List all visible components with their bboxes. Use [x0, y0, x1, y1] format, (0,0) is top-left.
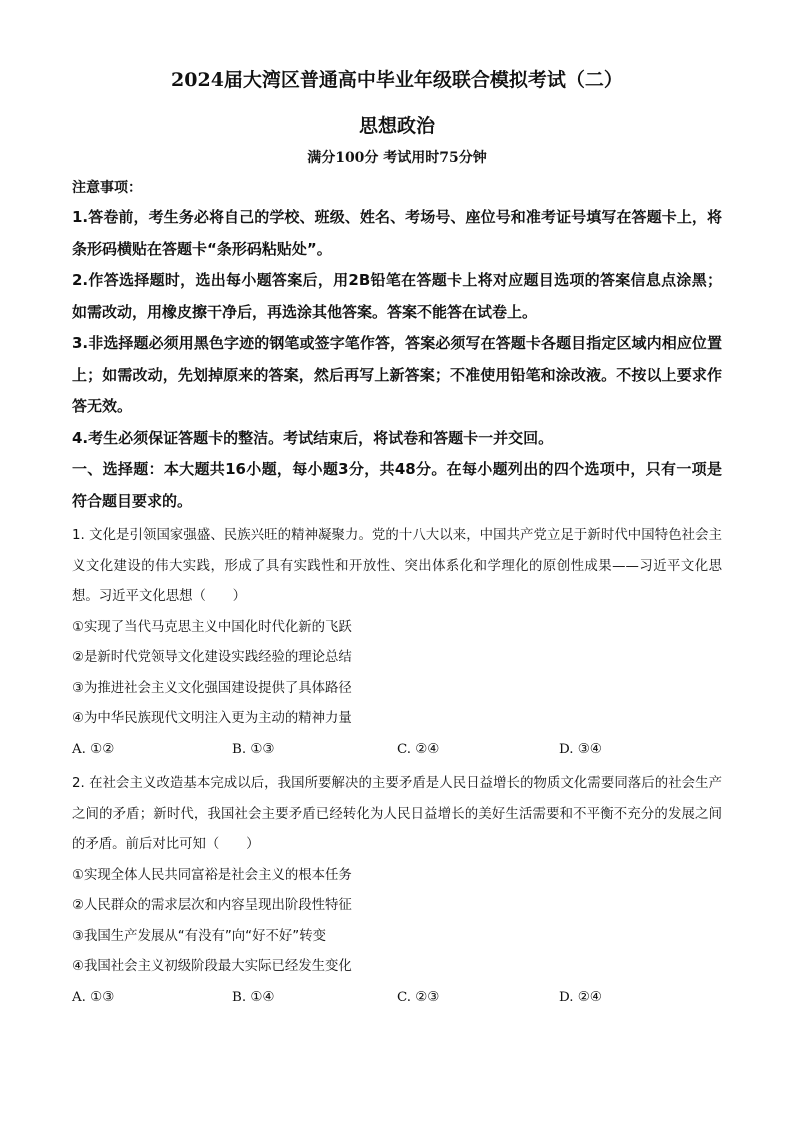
notice-heading: 注意事项：: [72, 180, 142, 196]
choice-b: B. ①④: [232, 989, 275, 1005]
statement-option: ①实现了当代马克思主义中国化时代化新的飞跃: [72, 619, 352, 635]
statement-option: ③为推进社会主义文化强国建设提供了具体路径: [72, 680, 352, 696]
choice-a: A. ①②: [72, 741, 115, 757]
statement-option: ①实现全体人民共同富裕是社会主义的根本任务: [72, 867, 352, 883]
exam-title: 2024届大湾区普通高中毕业年级联合模拟考试（二）: [171, 69, 623, 91]
choice-b: B. ①③: [232, 741, 275, 757]
notice-item-2: 2.作答选择题时，选出每小题答案后，用2B铅笔在答题卡上将对应题目选项的答案信息点涂黑；如需改动，用橡皮擦干净后，再选涂其他答案。答案不能答在试卷上。: [72, 271, 722, 321]
exam-subject: 思想政治: [358, 115, 435, 137]
statement-option: ③我国生产发展从“有没有”向“好不好”转变: [72, 928, 327, 944]
answer-choices: [72, 735, 722, 766]
choice-d: D. ③④: [559, 741, 602, 757]
notice-item-3: 3.非选择题必须用黑色字迹的钢笔或签字笔作答，答案必须写在答题卡各题目指定区域内相应位置上；如需改动，先划掉原来的答案，然后再写上新答案；不准使用铅笔和涂改液。不按以上要求作答无效。: [72, 334, 722, 415]
question-stem: 1. 文化是引领国家强盛、民族兴旺的精神凝聚力。党的十八大以来，中国共产党立足于新时代中国特色社会主义文化建设的伟大实践，形成了具有实践性和开放性、突出体系化和学理化的原创性成果——习近平文化思想。习近平文化思想（ ）: [72, 528, 722, 604]
choice-c: C. ②③: [397, 989, 440, 1005]
choice-d: D. ②④: [559, 989, 602, 1005]
section-heading: 一、选择题：本大题共16小题，每小题3分，共48分。在每小题列出的四个选项中，只有一项是符合题目要求的。: [72, 460, 722, 510]
exam-meta: 满分100分 考试用时75分钟: [307, 150, 487, 166]
exam-page: [72, 62, 722, 1013]
answer-choices: [72, 983, 722, 1014]
statement-option: ④我国社会主义初级阶段最大实际已经发生变化: [72, 959, 352, 974]
statement-option: ④为中华民族现代文明注入更为主动的精神力量: [72, 711, 352, 726]
notice-item-4: 4.考生必须保证答题卡的整洁。考试结束后，将试卷和答题卡一并交回。: [72, 428, 554, 447]
statement-option: ②是新时代党领导文化建设实践经验的理论总结: [72, 650, 352, 665]
question-2: [72, 769, 722, 1013]
statement-option: ②人民群众的需求层次和内容呈现出阶段性特征: [72, 898, 352, 913]
choice-c: C. ②④: [397, 741, 440, 757]
choice-a: A. ①③: [72, 989, 115, 1005]
question-1: [72, 521, 722, 765]
notice-item-1: 1.答卷前，考生务必将自己的学校、班级、姓名、考场号、座位号和准考证号填写在答题卡上，将条形码横贴在答题卡“条形码粘贴处”。: [72, 208, 722, 258]
question-stem: 2. 在社会主义改造基本完成以后，我国所要解决的主要矛盾是人民日益增长的物质文化需要同落后的社会生产之间的矛盾；新时代，我国社会主要矛盾已经转化为人民日益增长的美好生活需要和不平衡不充分的发展之间的矛盾。前后对比可知（ ）: [72, 776, 722, 852]
